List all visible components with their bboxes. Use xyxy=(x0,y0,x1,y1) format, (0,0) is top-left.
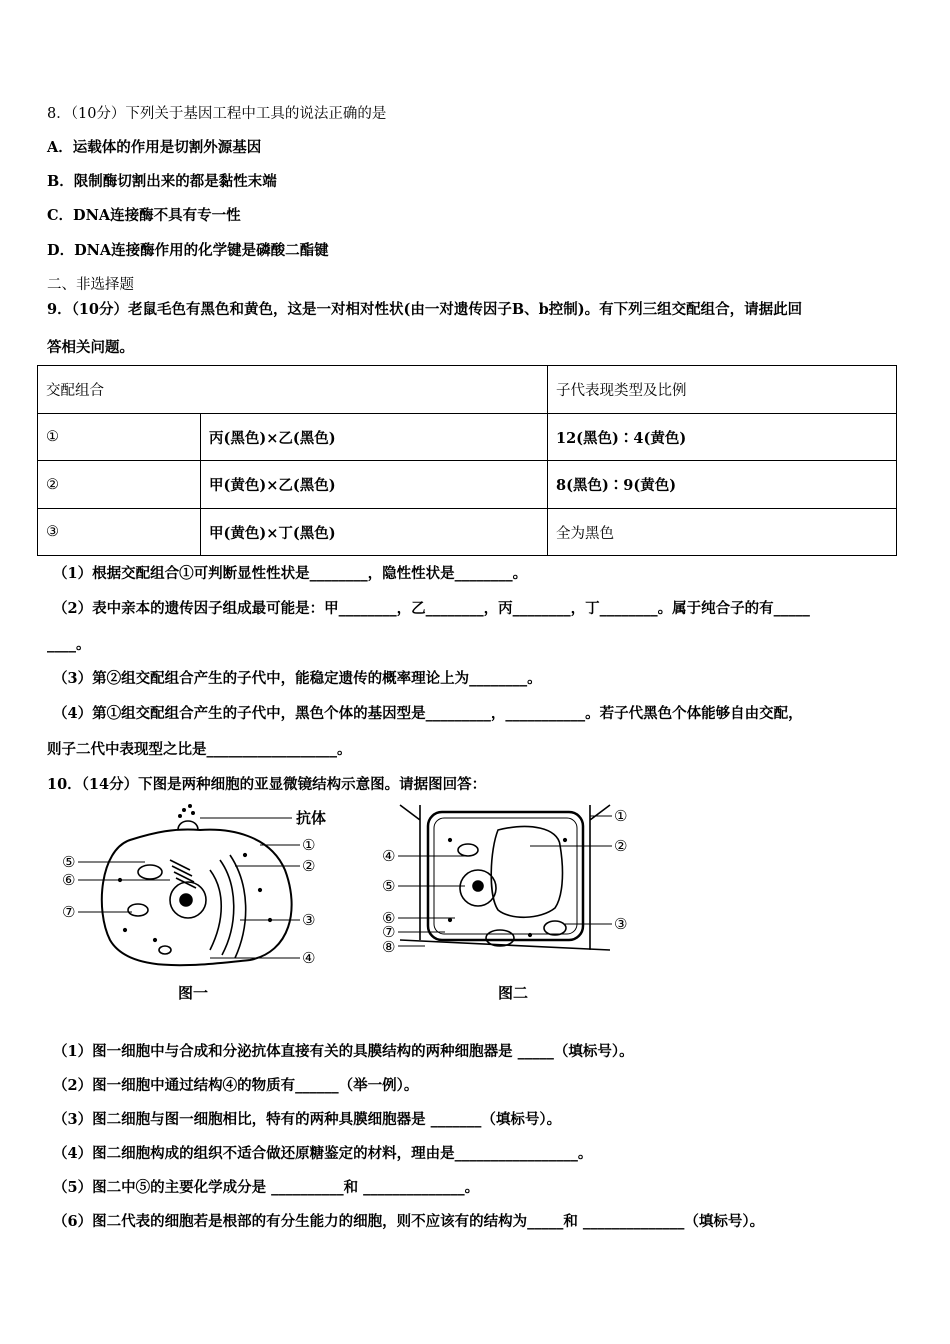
cross-table xyxy=(37,365,897,556)
antibody-label: 抗体 xyxy=(296,810,327,827)
table-row xyxy=(38,461,897,509)
table-cell: 全为黑色 xyxy=(548,509,897,556)
table-cell: ③ xyxy=(38,509,201,556)
q8-option-d: D．DNA连接酶作用的化学键是磷酸二酯键 xyxy=(47,242,329,259)
q8-option-a: A．运载体的作用是切割外源基因 xyxy=(47,139,262,156)
fig2-label-6: ⑥ xyxy=(382,909,396,927)
table-cell: 甲(黄色)×乙(黑色) xyxy=(201,461,548,509)
fig1-label-2: ② xyxy=(302,857,316,875)
q8-option-b: B．限制酶切割出来的都是黏性末端 xyxy=(47,173,277,190)
fig2-label-8: ⑧ xyxy=(382,938,396,956)
fig2-label-5: ⑤ xyxy=(382,877,396,895)
table-header-cross: 交配组合 xyxy=(38,366,548,414)
table-cell: 丙(黑色)×乙(黑色) xyxy=(201,414,548,461)
fig1-label-6: ⑥ xyxy=(62,871,76,889)
table-header-offspring: 子代表现类型及比例 xyxy=(548,366,897,414)
fig1-label-7: ⑦ xyxy=(62,903,76,921)
q9-sub2-line1: （2）表中亲本的遗传因子组成最可能是：甲________，乙________，丙________，丁________。属于纯合子的有_____ xyxy=(53,600,810,617)
q10-sub2: （2）图一细胞中通过结构④的物质有______（举一例）。 xyxy=(53,1077,419,1094)
fig2-label-7: ⑦ xyxy=(382,923,396,941)
q9-sub1: （1）根据交配组合①可判断显性性状是________，隐性性状是________。 xyxy=(53,565,528,582)
q9-sub4-line2: 则子二代中表现型之比是__________________。 xyxy=(47,741,352,758)
table-cell: ① xyxy=(38,414,201,461)
fig1-label-3: ③ xyxy=(302,911,316,929)
table-row xyxy=(38,414,897,461)
q10-sub5: （5）图二中⑤的主要化学成分是 __________和 ______________。 xyxy=(53,1179,480,1196)
q8-stem: 8．（10分）下列关于基因工程中工具的说法正确的是 xyxy=(47,106,387,122)
figure-1-animal-cell xyxy=(60,800,360,1010)
q10-stem: 10．（14分）下图是两种细胞的亚显微镜结构示意图。请据图回答： xyxy=(47,776,487,793)
table-row xyxy=(38,509,897,556)
fig1-label-4: ④ xyxy=(302,949,316,967)
q9-sub2-line2: ____。 xyxy=(47,636,91,653)
table-cell: 8(黑色)∶9(黄色) xyxy=(548,461,897,509)
q10-sub6: （6）图二代表的细胞若是根部的有分生能力的细胞，则不应该有的结构为_____和 ______________（填标号）。 xyxy=(53,1213,765,1230)
figure-2-caption: 图二 xyxy=(498,984,529,1002)
fig2-label-2: ② xyxy=(614,837,628,855)
cell-drawing xyxy=(78,805,300,965)
fig2-label-1: ① xyxy=(614,807,628,825)
q10-sub3: （3）图二细胞与图一细胞相比，特有的两种具膜细胞器是 _______（填标号）。 xyxy=(53,1111,562,1128)
q9-stem-line1: 9．（10分）老鼠毛色有黑色和黄色，这是一对相对性状(由一对遗传因子B、b控制)。有下列三组交配组合，请据此回 xyxy=(47,301,803,318)
cell-drawing xyxy=(398,805,612,950)
fig1-label-1: ① xyxy=(302,836,316,854)
q9-sub4-line1: （4）第①组交配组合产生的子代中，黑色个体的基因型是_________，___________。若子代黑色个体能够自由交配， xyxy=(53,705,803,722)
q10-sub1: （1）图一细胞中与合成和分泌抗体直接有关的具膜结构的两种细胞器是 _____（填标号）。 xyxy=(53,1043,634,1060)
fig1-label-5: ⑤ xyxy=(62,853,76,871)
q10-sub4: （4）图二细胞构成的组织不适合做还原糖鉴定的材料，理由是_________________。 xyxy=(53,1145,593,1162)
table-cell: 12(黑色)∶4(黄色) xyxy=(548,414,897,461)
q8-option-c: C．DNA连接酶不具有专一性 xyxy=(47,207,241,224)
figure-1-caption: 图一 xyxy=(178,984,209,1002)
table-cell: ② xyxy=(38,461,201,509)
q9-stem-line2: 答相关问题。 xyxy=(47,339,134,356)
figure-2-plant-cell xyxy=(380,800,650,1010)
fig2-label-3: ③ xyxy=(614,915,628,933)
fig2-label-4: ④ xyxy=(382,847,396,865)
table-cell: 甲(黄色)×丁(黑色) xyxy=(201,509,548,556)
section-heading: 二、非选择题 xyxy=(47,277,134,293)
q9-sub3: （3）第②组交配组合产生的子代中，能稳定遗传的概率理论上为________。 xyxy=(53,670,542,687)
